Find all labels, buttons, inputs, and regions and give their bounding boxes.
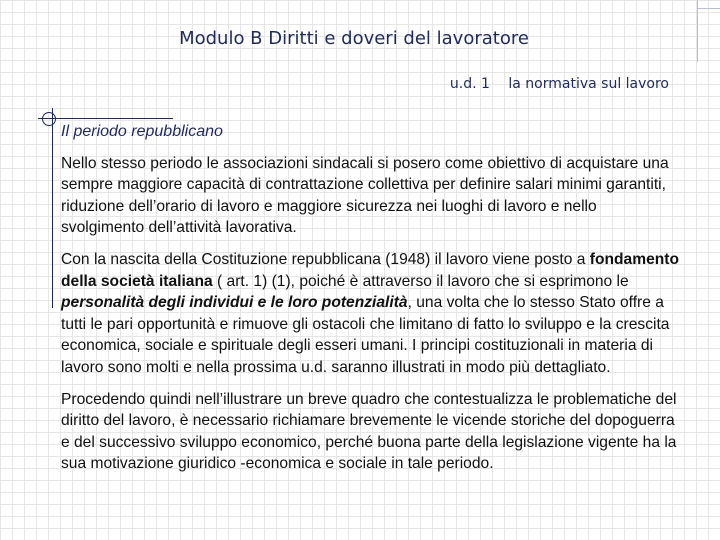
- paragraph-procedendo: Procedendo quindi nell’illustrare un breve quadro che contestualizza le problematiche del diritto del lavoro, è necessario richiamare brevemente le vicende storiche del dopoguerra e del successivo sviluppo economico, perché buona parte della legislazione vigente ha la sua motivazione giuridico -economica e sociale in tale periodo.: [61, 390, 677, 473]
- emphasis-fondamento: fondamento della società italiana: [61, 250, 680, 290]
- decorative-horizontal-rule-top-right: [697, 8, 720, 9]
- emphasis-personalita-italic: personalità degli individui e le loro potenzialità: [61, 294, 408, 312]
- paragraph-costituzione-text-1: Con la nascita della Costituzione repubblicana (1948) il lavoro viene posto a: [61, 250, 590, 268]
- slide-body: [61, 121, 681, 485]
- paragraph-costituzione-text-2: ( art. 1) (1), poiché è attraverso il lavoro che si esprimono le: [212, 272, 629, 290]
- unit-code: u.d. 1: [449, 76, 490, 92]
- paragraph-costituzione: [61, 249, 681, 379]
- emphasis-personalita: [61, 294, 408, 311]
- paragraph-costituzione-text-3: , una volta che lo stesso Stato offre a tutti le pari opportunità e rimuove gli ostacoli che limitano di fatto lo sviluppo e la crescita economica, sociale e spirituale degli esseri umani. I principi costituzionali in materia di lavoro sono molti e nella prossima u.d. saranno illustrati in modo più dettagliato.: [61, 294, 670, 376]
- unit-subtitle: [450, 76, 669, 92]
- decorative-vertical-rule: [52, 108, 53, 308]
- unit-title: la normativa sul lavoro: [508, 76, 669, 92]
- decorative-circle-marker: [42, 112, 56, 126]
- section-heading: Il periodo repubblicano: [61, 123, 223, 140]
- page-title: Modulo B Diritti e doveri del lavoratore: [179, 28, 529, 49]
- paragraph-sindacati: Nello stesso periodo le associazioni sindacali si posero come obiettivo di acquistare una sempre maggiore capacità di contrattazione collettiva per definire salari minimi garantiti, riduzione dell’orario di lavoro e maggiore sicurezza nei luoghi di lavoro e nello svolgimento dell’attività lavorativa.: [61, 154, 669, 237]
- decorative-horizontal-rule: [38, 118, 173, 119]
